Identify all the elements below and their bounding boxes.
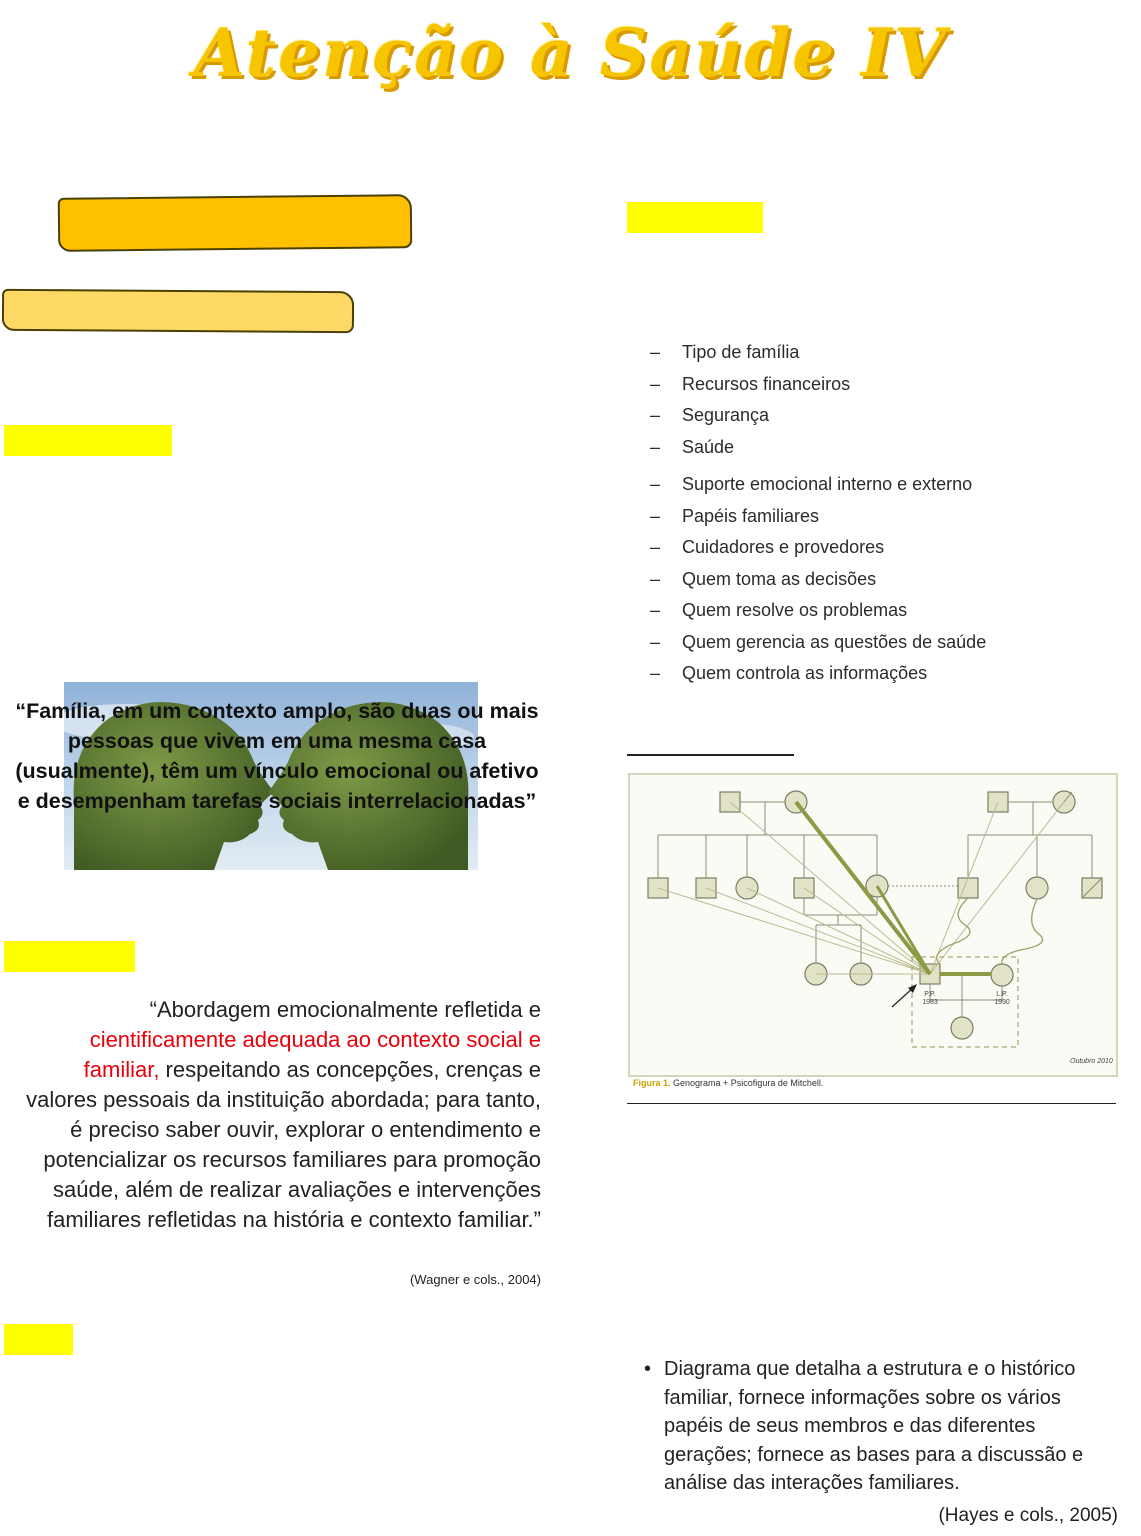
figure-caption-label: Figura 1.: [633, 1078, 671, 1088]
item-label: Quem controla as informações: [682, 663, 928, 683]
section-marker-main: [58, 194, 413, 252]
figure-rule-bottom: [627, 1103, 1116, 1104]
dash-marker: –: [650, 342, 661, 362]
dash-marker: –: [650, 568, 661, 589]
lp-year: 1990: [994, 999, 1010, 1006]
definition-text: Diagrama que detalha a estrutura e o histórico familiar, fornece informações sobre os vários papéis de seus membros e das diferentes gerações; fornece as bases para a discussão e análise das interações familiares.: [664, 1358, 1084, 1494]
dash-marker: –: [650, 436, 661, 457]
list-item: [650, 565, 1130, 597]
list-item: [650, 659, 1130, 691]
dash-marker: –: [650, 600, 661, 620]
item-label: Papéis familiares: [682, 505, 820, 526]
list-item: [650, 502, 1130, 534]
genogram-figure: [628, 773, 1118, 1077]
highlight-assessment: [627, 202, 763, 233]
approach-text-1: “Abordagem emocionalmente refletida e: [149, 997, 541, 1022]
dash-marker: –: [650, 663, 661, 683]
figure-rule-top: [627, 754, 794, 756]
list-item: [650, 628, 1130, 660]
section-marker-sub: [2, 289, 354, 333]
list-item: [650, 596, 1130, 628]
pp-label: P.P.: [924, 991, 936, 998]
item-label: Quem toma as decisões: [682, 568, 877, 589]
item-label: Tipo de família: [682, 342, 800, 362]
list-item: [650, 401, 1130, 433]
highlight-family: [4, 425, 172, 456]
approach-citation: (Wagner e cols., 2004): [409, 1272, 541, 1287]
female-symbol: [991, 964, 1013, 986]
list-item: [650, 470, 1130, 502]
figure-caption-text: Genograma + Psicofigura de Mitchell.: [670, 1078, 824, 1088]
definition-citation: (Hayes e cols., 2005): [938, 1505, 1118, 1526]
item-label: Saúde: [682, 436, 735, 457]
dash-marker: –: [650, 631, 661, 652]
list-item: [650, 370, 1130, 402]
approach-text-2: respeitando as concepções, crenças e valores pessoais da instituição abordada; para tanto, é preciso saber ouvir, explorar o entendimento e potencializar os recursos familiares para promoção saúde, além de realizar avaliações e intervenções familiares refletidas na história e contexto familiar.”: [26, 1057, 541, 1232]
genogram-definition: [644, 1355, 1124, 1498]
assessment-list: [650, 338, 1130, 691]
item-label: Suporte emocional interno e externo: [682, 474, 973, 494]
item-label: Cuidadores e provedores: [682, 537, 885, 557]
list-item: [650, 533, 1130, 565]
figure-caption: [633, 1078, 823, 1088]
item-label: Segurança: [682, 405, 770, 425]
item-label: Recursos financeiros: [682, 373, 851, 394]
item-label: Quem gerencia as questões de saúde: [682, 631, 987, 652]
dash-marker: –: [650, 405, 661, 425]
pp-year: 1983: [922, 999, 938, 1006]
family-definition-quote: “Família, em um contexto amplo, são duas ou mais pessoas que vivem em uma mesma casa (usualmente), têm um vínculo emocional ou afetivo e desempenham tarefas sociais interrelacionadas”: [15, 699, 539, 813]
female-symbol: [1026, 877, 1048, 899]
list-item: [650, 433, 1130, 465]
female-symbol: [951, 1017, 973, 1039]
figure-date: Outubro 2010: [1070, 1058, 1113, 1065]
dash-marker: –: [650, 505, 661, 526]
page-title: Atenção à Saúde IV: [193, 14, 948, 92]
dash-marker: –: [650, 474, 661, 494]
highlight-approach: [4, 941, 135, 972]
highlight-tool: [4, 1324, 73, 1355]
approach-definition: [10, 995, 541, 1235]
item-label: Quem resolve os problemas: [682, 600, 908, 620]
approach-text-highlighted: cientificamente adequada ao contexto social e familiar,: [83, 1027, 541, 1082]
bullet-marker: •: [644, 1358, 652, 1380]
list-item: [650, 338, 1130, 370]
lp-label: L.P.: [996, 991, 1008, 998]
dash-marker: –: [650, 537, 661, 557]
dash-marker: –: [650, 373, 661, 394]
